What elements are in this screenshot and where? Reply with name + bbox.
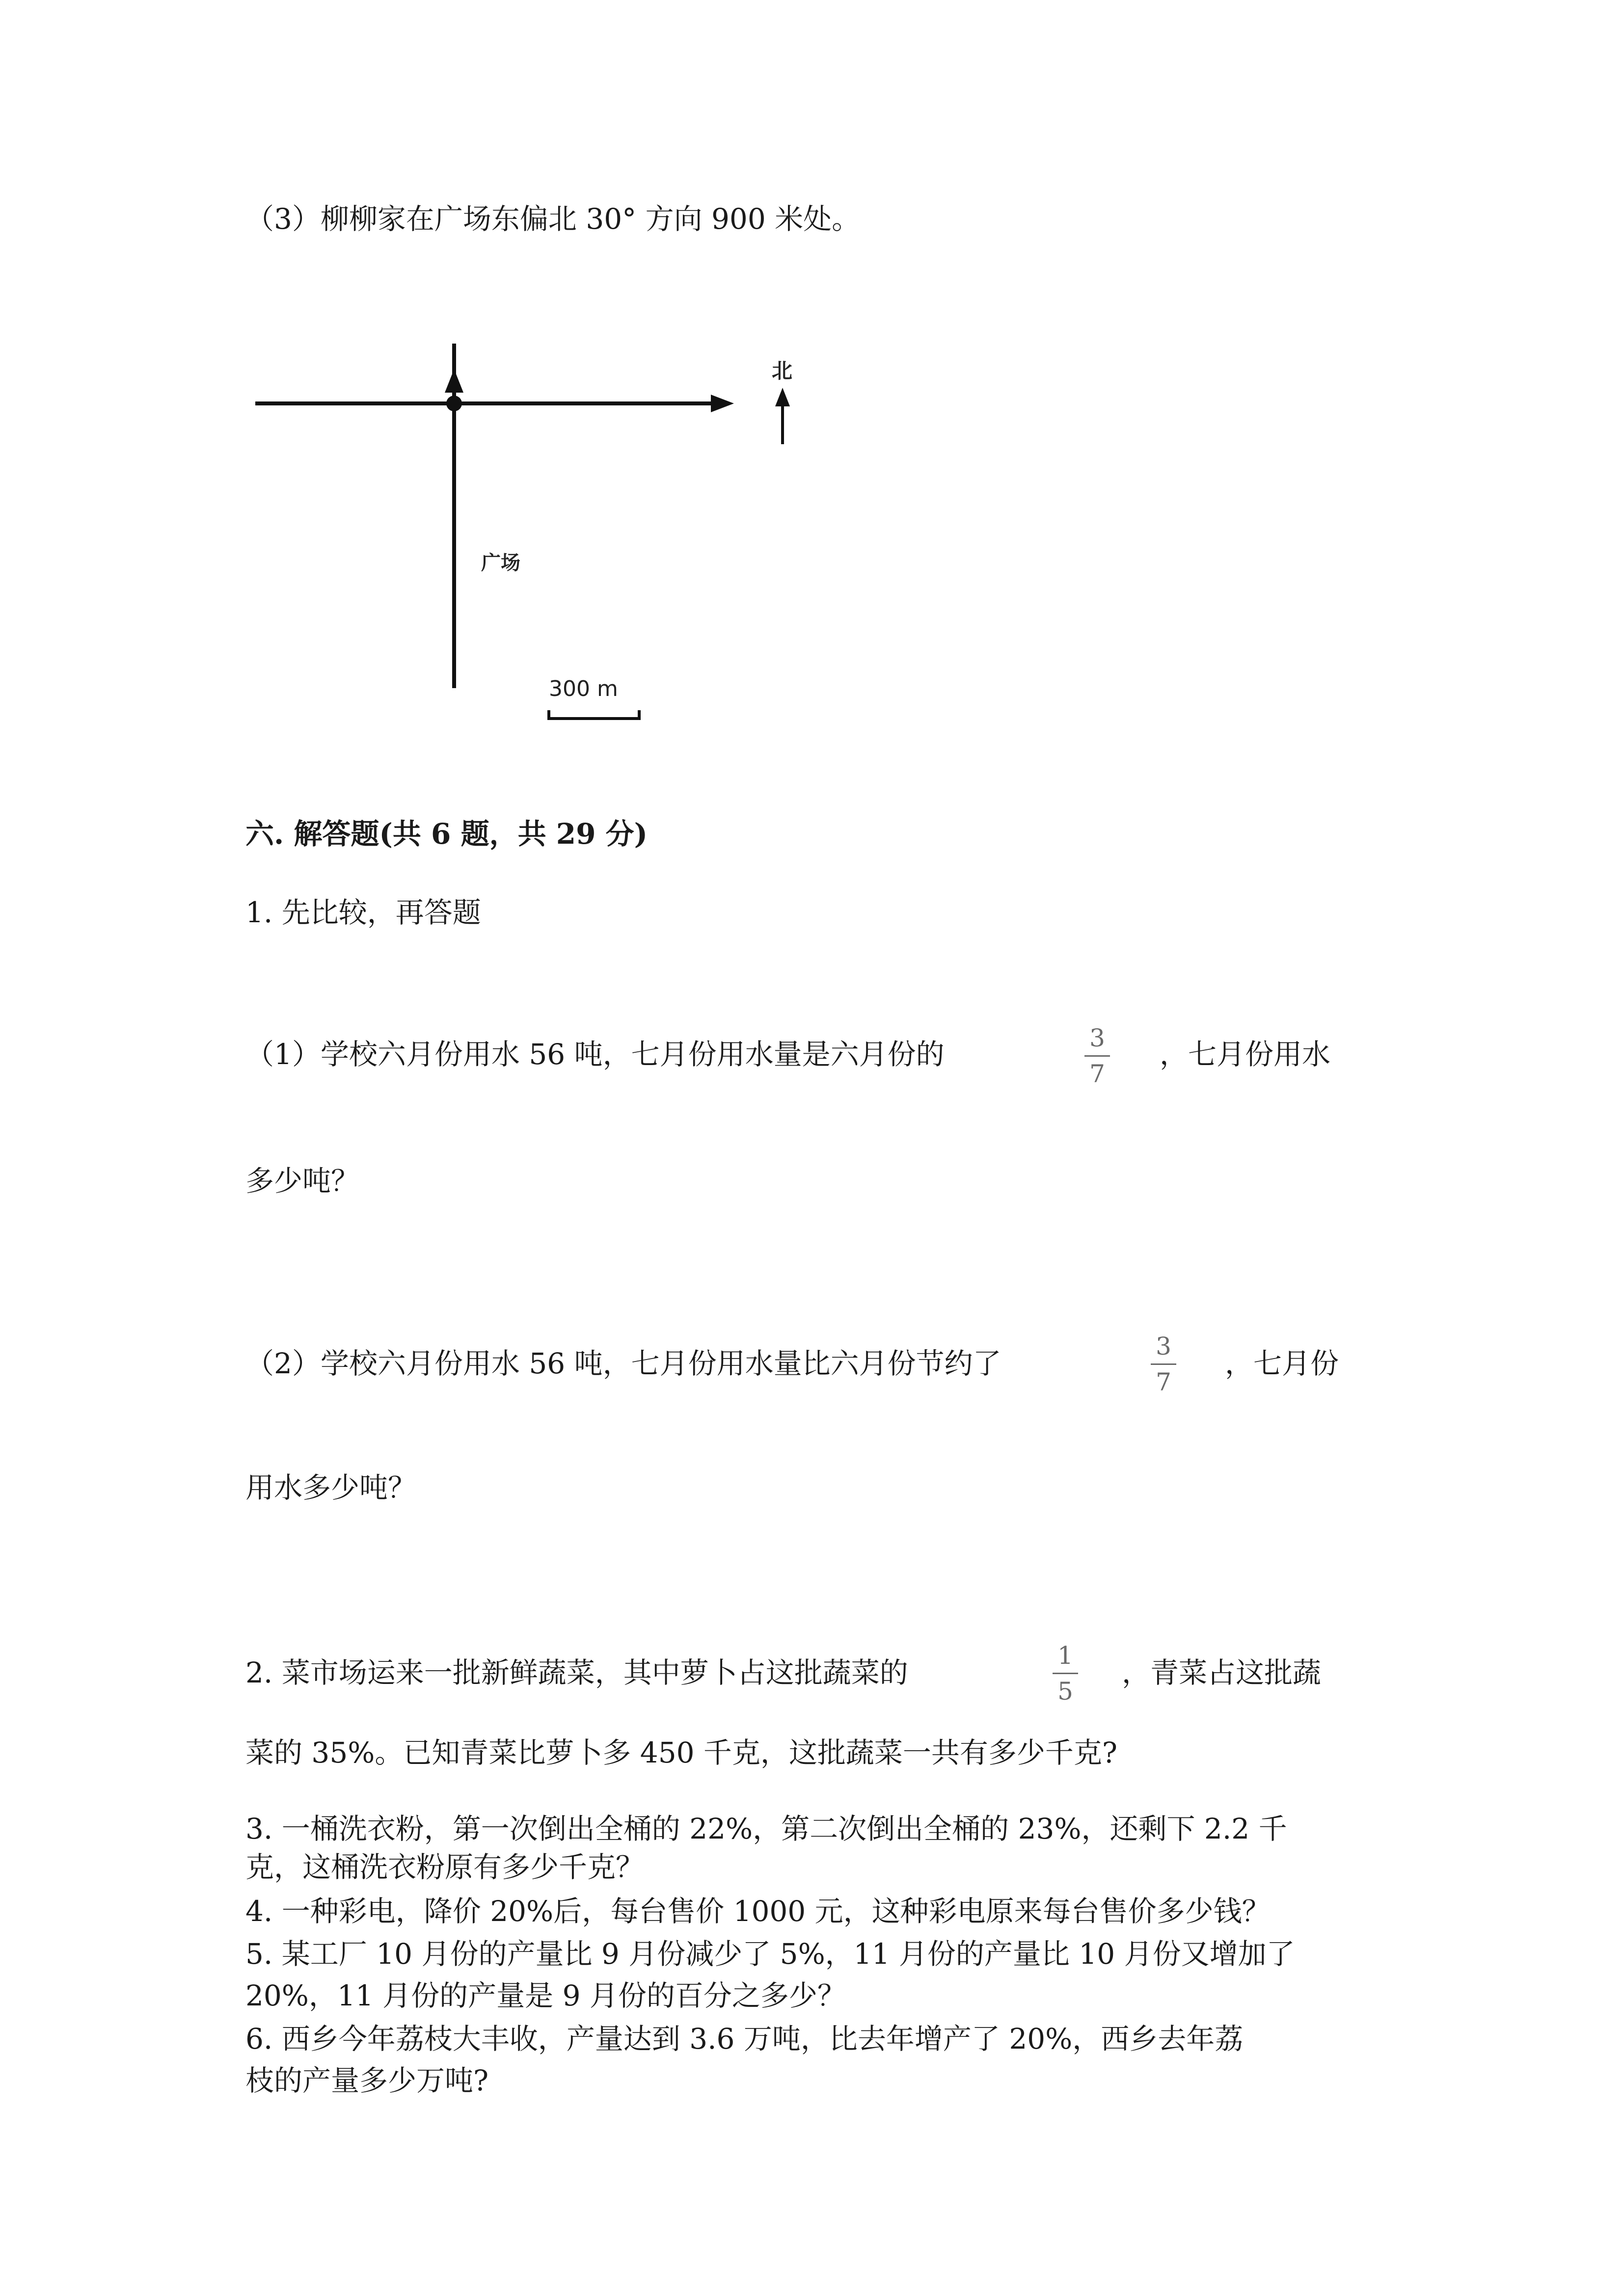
q1-part1-line1-b: ，七月份用水	[1160, 1038, 1331, 1071]
q4-line1: 4. 一种彩电，降价 20%后，每台售价 1000 元，这种彩电原来每台售价多少钱？	[245, 1895, 1271, 1928]
fraction-denominator: 5	[1057, 1677, 1073, 1706]
square-label: 广场	[481, 552, 520, 574]
north-compass-arrow-icon	[775, 388, 790, 406]
q1-part2-line1-b: ，七月份	[1225, 1347, 1339, 1380]
q2-line1-a: 2. 菜市场运来一批新鲜蔬菜，其中萝卜占这批蔬菜的	[245, 1656, 908, 1689]
fraction-denominator: 7	[1089, 1060, 1105, 1088]
q3-line2: 克，这桶洗衣粉原有多少千克？	[245, 1850, 645, 1884]
fraction-numerator: 3	[1156, 1332, 1171, 1361]
north-label: 北	[772, 359, 793, 383]
square-point-icon	[446, 396, 462, 411]
q1-title: 1. 先比较，再答题	[245, 896, 481, 929]
q2-fraction	[1051, 1643, 1080, 1704]
fraction-numerator: 3	[1089, 1024, 1105, 1052]
q1-part1-line1-a: （1）学校六月份用水 56 吨，七月份用水量是六月份的	[245, 1038, 945, 1071]
q2-line1-b: ，青菜占这批蔬	[1122, 1656, 1322, 1689]
q6-line2: 枝的产量多少万吨?	[245, 2064, 489, 2097]
fraction-denominator: 7	[1156, 1368, 1171, 1396]
q6-line1: 6. 西乡今年荔枝大丰收，产量达到 3.6 万吨，比去年增产了 20%，西乡去年荔	[245, 2022, 1244, 2056]
q1-part1-fraction	[1083, 1026, 1112, 1086]
q3-line1: 3. 一桶洗衣粉，第一次倒出全桶的 22%，第二次倒出全桶的 23%，还剩下 2.2 千	[245, 1812, 1287, 1845]
q1-part2-line2: 用水多少吨？	[245, 1471, 417, 1504]
north-axis-arrow-icon	[445, 369, 463, 393]
section-heading: 六. 解答题(共 6 题，共 29 分)	[245, 817, 648, 851]
q1-part2-fraction	[1149, 1334, 1178, 1394]
q5-line2: 20%，11 月份的产量是 9 月份的百分之多少？	[245, 1979, 846, 2012]
q1-part2-line1-a: （2）学校六月份用水 56 吨，七月份用水量比六月份节约了	[245, 1347, 1001, 1380]
q2-line2: 菜的 35%。已知青菜比萝卜多 450 千克，这批蔬菜一共有多少千克?	[245, 1736, 1118, 1769]
q1-part1-line2: 多少吨？	[245, 1164, 360, 1198]
q5-line1: 5. 某工厂 10 月份的产量比 9 月份减少了 5%，11 月份的产量比 10 月份又增加了	[245, 1937, 1295, 1971]
fraction-numerator: 1	[1057, 1641, 1073, 1670]
east-arrow-icon	[711, 395, 734, 412]
scale-label: 300 m	[549, 676, 618, 701]
question-3-text: （3）柳柳家在广场东偏北 30° 方向 900 米处。	[245, 202, 861, 236]
scale-bar	[549, 710, 639, 719]
